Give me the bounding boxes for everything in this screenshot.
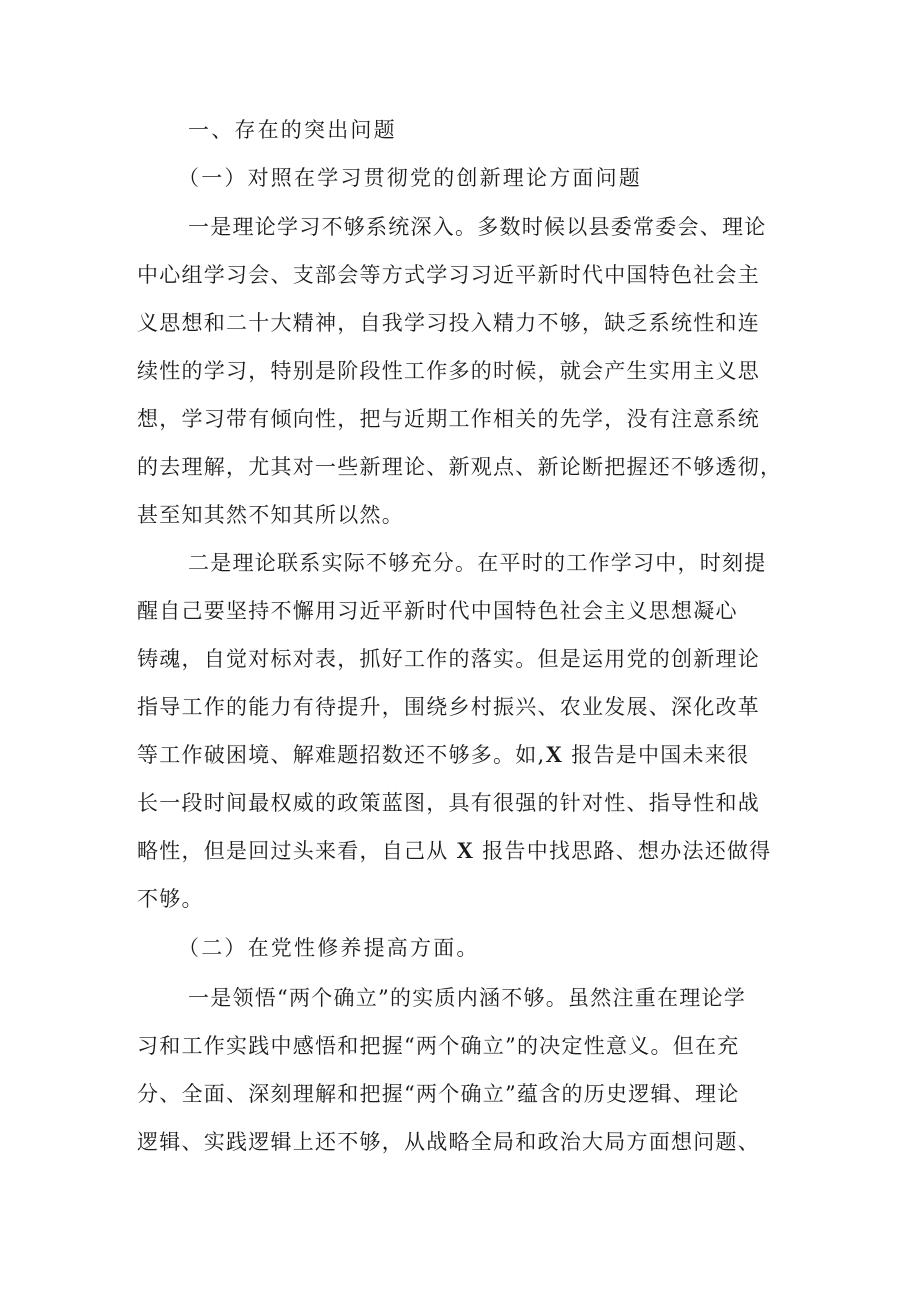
paragraph-line: 二是理论联系实际不够充分。在平时的工作学习中，时刻提 xyxy=(188,551,767,575)
text-segment: 等工作破困境、解难题招数还不够多。如, xyxy=(137,743,546,767)
paragraph-line: 的去理解，尤其对一些新理论、新观点、新论断把握还不够透彻， xyxy=(137,455,783,479)
paragraph-line xyxy=(137,836,787,866)
paragraph-line: 分、全面、深刻理解和把握“两个确立”蕴含的历史逻辑、理论 xyxy=(137,1082,740,1106)
paragraph-line: 逻辑、实践逻辑上还不够，从战略全局和政治大局方面想问题、 xyxy=(137,1130,760,1154)
paragraph-line: 醒自己要坚持不懈用习近平新时代中国特色社会主义思想凝心 xyxy=(137,599,738,623)
paragraph-line: 不够。 xyxy=(137,887,204,911)
paragraph-line: 中心组学习会、支部会等方式学习习近平新时代中国特色社会主 xyxy=(137,263,760,287)
text-segment: 报告是中国未来很 xyxy=(563,743,750,767)
paragraph-line: 义思想和二十大精神，自我学习投入精力不够，缺乏系统性和连 xyxy=(137,311,760,335)
placeholder-x: X xyxy=(456,838,475,863)
text-segment: 报告中找思路、想办法还做得 xyxy=(474,839,772,863)
subsection-heading: （二）在党性修养提高方面。 xyxy=(178,936,480,960)
paragraph-line: 续性的学习，特别是阶段性工作多的时候，就会产生实用主义思 xyxy=(137,359,760,383)
paragraph-line: 指导工作的能力有待提升，围绕乡村振兴、农业发展、深化改革 xyxy=(137,695,760,719)
section-heading: 一、存在的突出问题 xyxy=(188,118,397,142)
paragraph-line: 甚至知其然不知其所以然。 xyxy=(137,503,404,527)
paragraph-line: 习和工作实践中感悟和把握“两个确立”的决定性意义。但在充 xyxy=(137,1034,740,1058)
placeholder-x: X xyxy=(545,742,564,767)
paragraph-line: 铸魂，自觉对标对表，抓好工作的落实。但是运用党的创新理论 xyxy=(137,647,760,671)
paragraph-line: 一是领悟“两个确立”的实质内涵不够。虽然注重在理论学 xyxy=(188,986,746,1010)
text-segment: 略性，但是回过头来看，自己从 xyxy=(137,839,457,863)
paragraph-line: 想，学习带有倾向性，把与近期工作相关的先学，没有注意系统 xyxy=(137,407,760,431)
paragraph-line: 一是理论学习不够系统深入。多数时候以县委常委会、理论 xyxy=(188,215,767,239)
subsection-heading: （一）对照在学习贯彻党的创新理论方面问题 xyxy=(178,166,642,190)
paragraph-line xyxy=(137,740,787,770)
paragraph-line: 长一段时间最权威的政策蓝图，具有很强的针对性、指导性和战 xyxy=(137,791,760,815)
